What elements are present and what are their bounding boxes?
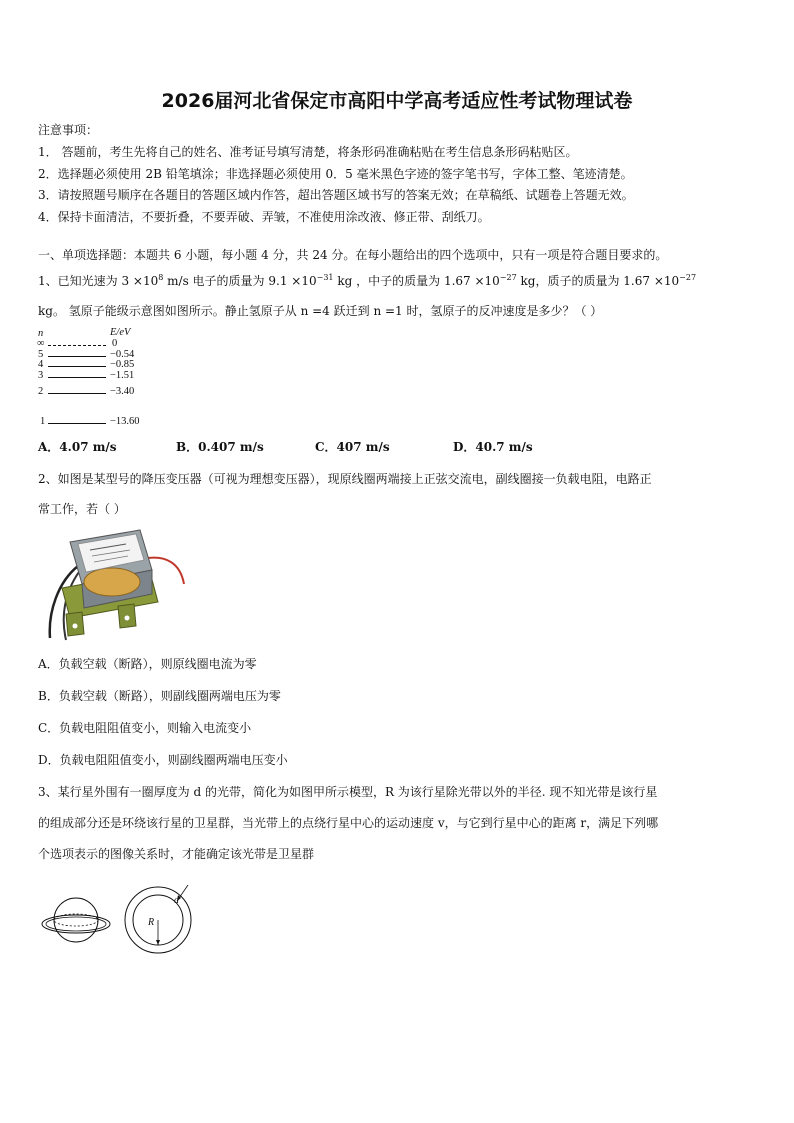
q2-option-b: B．负载空载（断路），则副线圈两端电压为零 (38, 689, 281, 703)
q1-mn-value: $1.67 \times 10^{-27}$ kg，质子的质量为 (443, 273, 620, 288)
notice-item-3: 3．请按照题号顺序在各题目的答题区域内作答，超出答题区域书写的答案无效；在草稿纸、试题卷上答题无效。 (38, 188, 634, 202)
level-n-inf: ∞ (37, 338, 45, 349)
transformer-photo (40, 522, 190, 644)
question-3-line-2: 的组成部分还是环绕该行星的卫星群，当光带上的点绕行星中心的运动速度 v，与它到行星中心的距离 r，满足下列哪 (38, 816, 659, 830)
question-2-line-1: 2、如图是某型号的降压变压器（可视为理想变压器），现原线圈两端接上正弦交流电，副线圈接一负载电阻，电路正 (38, 472, 652, 486)
level-n-3: 3 (38, 370, 44, 381)
question-3-line-3: 个选项表示的图像关系时，才能确定该光带是卫星群 (38, 847, 315, 861)
planet-with-ring (42, 898, 110, 942)
level-n-1: 1 (40, 416, 46, 427)
level-n-4: 4 (38, 359, 44, 370)
radius-label: R (148, 917, 155, 928)
energy-axis-label: E/eV (110, 327, 131, 338)
notice-heading: 注意事项： (38, 123, 99, 137)
level-n-2: 2 (38, 386, 44, 397)
thickness-label: d (174, 895, 179, 906)
q2-option-c: C．负载电阻阻值变小，则输入电流变小 (38, 721, 252, 735)
level-e-1: −13.60 (110, 416, 140, 427)
n-axis-label: n (38, 328, 44, 339)
notice-item-2: 2．选择题必须使用 2B 铅笔填涂；非选择题必须使用 0．5 毫米黑色字迹的签字笔书写，字体工整、笔迹清楚。 (38, 167, 633, 181)
q1-option-b: B．0.407 m/s (176, 440, 264, 454)
question-3-line-1: 3、某行星外围有一圈厚度为 d 的光带，简化为如图甲所示模型，R 为该行星除光带以外的半径. 现不知光带是该行星 (38, 785, 658, 799)
page-title: 2026届河北省保定市高阳中学高考适应性考试物理试卷 (161, 90, 633, 112)
q1-c-value: $3 \times 10^8$ m/s 电子的质量为 (121, 273, 265, 288)
level-e-inf: 0 (112, 338, 118, 349)
level-e-3: −1.51 (110, 370, 135, 381)
level-e-2: −3.40 (110, 386, 135, 397)
level-e-4: −0.85 (110, 359, 135, 370)
q1-option-a: A．4.07 m/s (38, 440, 117, 454)
notice-item-1: 1． 答题前，考生先将自己的姓名、准考证号填写清楚，将条形码准确粘贴在考生信息条形码粘贴区。 (38, 145, 578, 159)
q1-mp-value: $1.67 \times 10^{-27}$ (623, 273, 697, 288)
level-e-5: −0.54 (110, 349, 135, 360)
level-line-4 (48, 366, 106, 367)
q1-option-c: C．407 m/s (315, 440, 390, 454)
q1-text: 1、已知光速为 (38, 274, 118, 288)
question-2-line-2: 常工作，若（ ） (38, 502, 126, 516)
section-heading: 一、单项选择题：本题共 6 小题，每小题 4 分，共 24 分。在每小题给出的四个选项中，只有一项是符合题目要求的。 (38, 248, 668, 262)
q1-me-value: $9.1 \times 10^{-31}$ kg ，中子的质量为 (268, 273, 441, 288)
level-line-inf (48, 345, 106, 346)
level-line-1 (48, 423, 106, 424)
level-line-5 (48, 356, 106, 357)
question-1-line-1 (38, 272, 696, 289)
q2-option-d: D．负载电阻阻值变小，则副线圈两端电压变小 (38, 753, 288, 767)
level-line-3 (48, 377, 106, 378)
ring-cross-section (125, 885, 191, 953)
question-1-line-2: kg。 氢原子能级示意图如图所示。静止氢原子从 n =4 跃迁到 n =1 时，氢原子的反冲速度是多少？（ ） (38, 304, 603, 318)
planet-ring-figure (40, 880, 200, 960)
level-line-2 (48, 393, 106, 394)
level-n-5: 5 (38, 349, 44, 360)
q2-option-a: A．负载空载（断路），则原线圈电流为零 (38, 657, 257, 671)
q1-option-d: D．40.7 m/s (453, 440, 533, 454)
notice-item-4: 4．保持卡面清洁，不要折叠，不要弄破、弄皱，不准使用涂改液、修正带、刮纸刀。 (38, 210, 490, 224)
